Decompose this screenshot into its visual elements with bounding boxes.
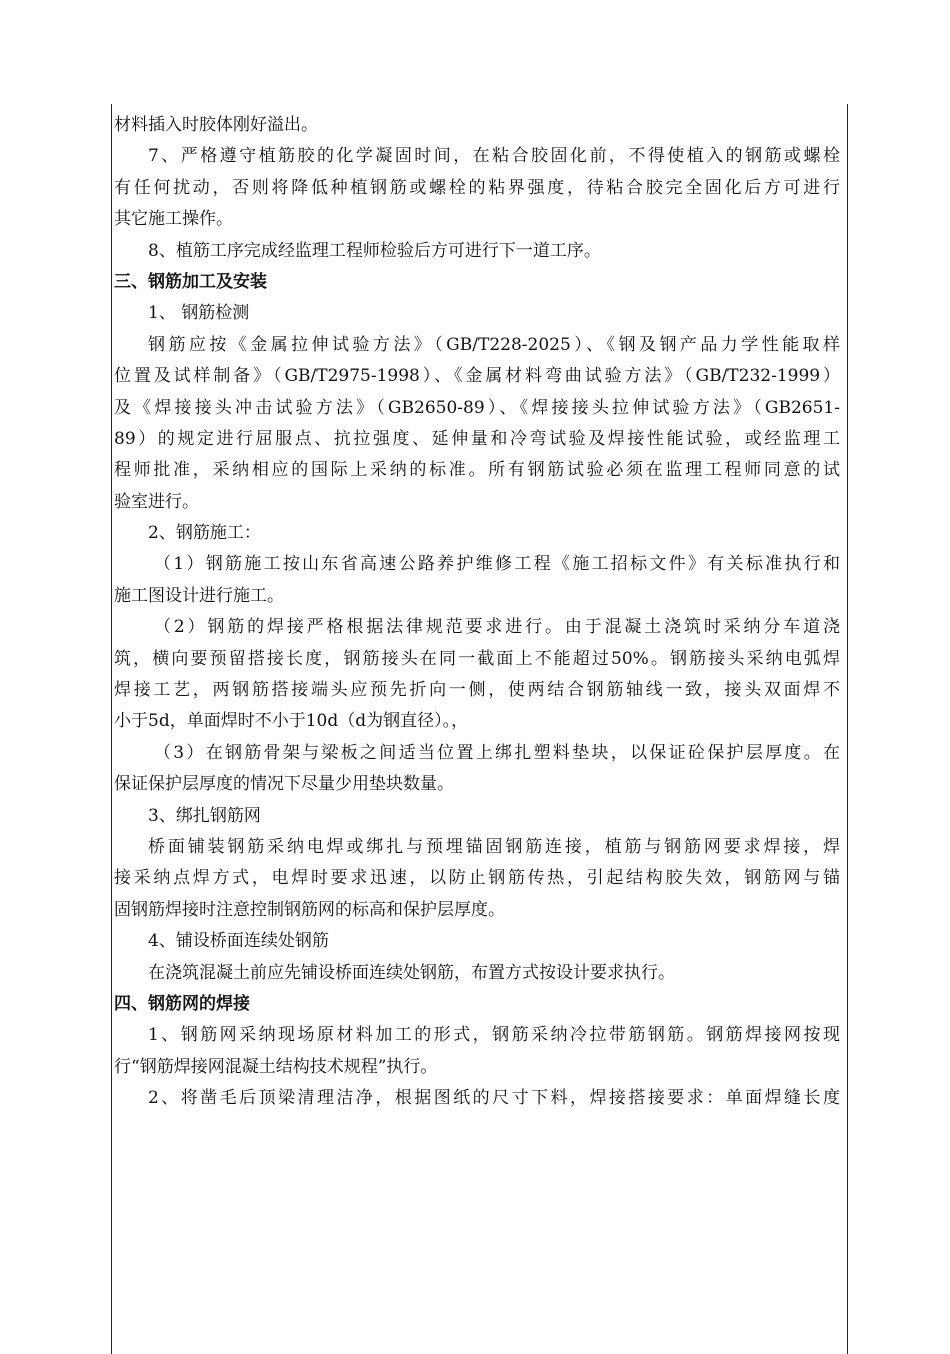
text-line: 有任何扰动，否则将降低种植钢筋或螺栓的粘界强度，待粘合胶完全固化后方可进行 [114, 177, 840, 198]
text-line: （2）钢筋的焊接严格根据法律规范要求进行。由于混凝土浇筑时采纳分车道浇 [154, 617, 840, 638]
text-line: 筑，横向要预留搭接长度，钢筋接头在同一截面上不能超过50%。钢筋接头采纳电弧焊 [114, 648, 840, 669]
text-line: 桥面铺装钢筋采纳电焊或绑扎与预埋锚固钢筋连接，植筋与钢筋网要求焊接，焊 [148, 836, 840, 857]
text-line: 行“钢筋焊接网混凝土结构技术规程”执行。 [114, 1056, 438, 1077]
document-body [114, 110, 840, 1115]
text-line: 钢筋应按《金属拉伸试验方法》（GB/T228-2025）、《钢及钢产品力学性能取样 [148, 334, 840, 355]
subsection-heading: 1、 钢筋检测 [148, 303, 250, 324]
text-line: 保证保护层厚度的情况下尽量少用垫块数量。 [114, 774, 454, 795]
text-line: （1）钢筋施工按山东省高速公路养护维修工程《施工招标文件》有关标准执行和 [154, 554, 840, 575]
text-line: （3）在钢筋骨架与梁板之间适当位置上绑扎塑料垫块，以保证砼保护层厚度。在 [154, 742, 840, 763]
text-line: 固钢筋焊接时注意控制钢筋网的标高和保护层厚度。 [114, 899, 505, 920]
text-line: 1、钢筋网采纳现场原材料加工的形式，钢筋采纳冷拉带筋钢筋。钢筋焊接网按现 [148, 1025, 840, 1046]
text-line: 小于5d，单面焊时不小于10d（d为钢直径）。， [114, 711, 469, 732]
subsection-heading: 3、绑扎钢筋网 [148, 805, 261, 826]
section-heading: 三、钢筋加工及安装 [114, 271, 267, 292]
text-line: 7、严格遵守植筋胶的化学凝固时间，在粘合胶固化前，不得使植入的钢筋或螺栓 [148, 146, 840, 167]
text-line: 及《焊接接头冲击试验方法》（GB2650-89）、《焊接接头拉伸试验方法》（GB2651- [114, 397, 840, 418]
text-line: 在浇筑混凝土前应先铺设桥面连续处钢筋，布置方式按设计要求执行。 [148, 962, 675, 983]
text-line: 2、将凿毛后顶梁清理洁净，根据图纸的尺寸下料，焊接搭接要求：单面焊缝长度 [148, 1088, 840, 1109]
text-line: 施工图设计进行施工。 [114, 585, 284, 606]
text-line: 接采纳点焊方式，电焊时要求迅速，以防止钢筋传热，引起结构胶失效，钢筋网与锚 [114, 868, 840, 889]
text-line: 焊接工艺，两钢筋搭接端头应预先折向一侧，使两结合钢筋轴线一致，接头双面焊不 [114, 680, 840, 701]
text-line: 程师批准，采纳相应的国际上采纳的标准。所有钢筋试验必须在监理工程师同意的试 [114, 460, 840, 481]
text-line: 材料插入时胶体刚好溢出。 [114, 115, 318, 135]
subsection-heading: 2、钢筋施工： [148, 523, 261, 544]
text-line: 验室进行。 [114, 491, 199, 512]
text-line: 89）的规定进行屈服点、抗拉强度、延伸量和冷弯试验及焊接性能试验，或经监理工 [114, 428, 840, 449]
text-line: 位置及试样制备》（GB/T2975-1998）、《金属材料弯曲试验方法》（GB/T232-1999） [114, 366, 840, 387]
text-line: 其它施工操作。 [114, 209, 233, 230]
section-heading: 四、钢筋网的焊接 [114, 993, 250, 1014]
subsection-heading: 4、铺设桥面连续处钢筋 [148, 931, 329, 952]
text-line: 8、植筋工序完成经监理工程师检验后方可进行下一道工序。 [148, 240, 601, 261]
